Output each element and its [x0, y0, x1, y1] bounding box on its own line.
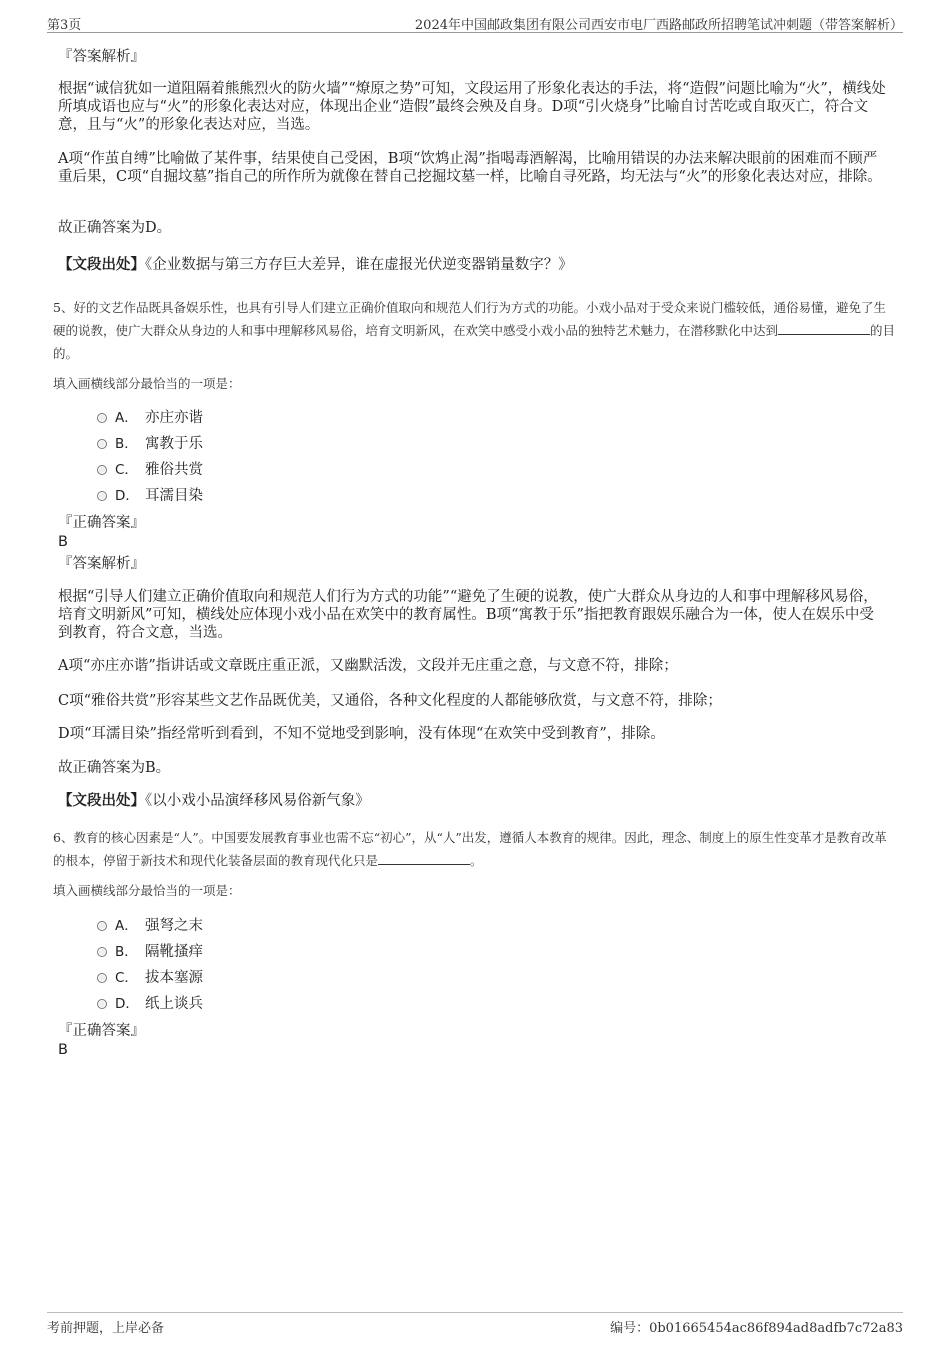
answer-blank: [778, 322, 870, 335]
q5-option-d[interactable]: D． 耳濡目染: [97, 487, 203, 505]
source-line: [58, 256, 888, 274]
page-header: [47, 12, 903, 33]
radio-icon[interactable]: [97, 439, 107, 449]
radio-icon[interactable]: [97, 999, 107, 1009]
q6-option-b[interactable]: B． 隔靴搔痒: [97, 943, 203, 961]
analysis-paragraph: A项“作茧自缚”比喻做了某件事，结果使自己受困，B项“饮鸩止渴”指喝毒酒解渴，比喻用错误的办法来解决眼前的困难而不顾严重后果，C项“自掘坟墓”指自己的所作所为就像在替自己挖掘坟墓一样，比喻自寻死路，均无法与“火”的形象化表达对应，排除。: [58, 151, 882, 185]
analysis-conclusion: 故正确答案为B。: [58, 760, 171, 776]
page-footer: [47, 1312, 903, 1337]
radio-icon[interactable]: [97, 465, 107, 475]
question-instruction: 填入画横线部分最恰当的一项是：: [53, 883, 241, 898]
analysis-paragraph: D项“耳濡目染”指经常听到看到，不知不觉地受到影响，没有体现“在欢笑中受到教育”，排除。: [58, 726, 665, 742]
q5-option-c[interactable]: C． 雅俗共赏: [97, 461, 203, 479]
page-number: 第3页: [47, 18, 82, 33]
correct-answer: B: [58, 1042, 68, 1058]
document-code: 编号：0b01665454ac86f894ad8adfb7c72a83: [610, 1321, 903, 1336]
analysis-conclusion: 故正确答案为D。: [58, 220, 172, 236]
radio-icon[interactable]: [97, 921, 107, 931]
source-title: 《企业数据与第三方存巨大差异，谁在虚报光伏逆变器销量数字？》: [145, 257, 573, 273]
radio-icon[interactable]: [97, 413, 107, 423]
analysis-label: 『答案解析』: [58, 556, 145, 572]
correct-answer-label: 『正确答案』: [58, 1023, 145, 1039]
correct-answer: B: [58, 534, 68, 550]
q6-option-c[interactable]: C． 拔本塞源: [97, 969, 203, 987]
q5-option-a[interactable]: A． 亦庄亦谐: [97, 409, 203, 427]
document-title: 2024年中国邮政集团有限公司西安市电厂西路邮政所招聘笔试冲刺题（带答案解析）: [414, 18, 903, 33]
analysis-paragraph: C项“雅俗共赏”形容某些文艺作品既优美，又通俗，各种文化程度的人都能够欣赏，与文意不符，排除；: [58, 693, 722, 709]
footer-slogan: 考前押题，上岸必备: [47, 1321, 165, 1336]
question-instruction: 填入画横线部分最恰当的一项是：: [53, 376, 241, 391]
analysis-paragraph: 根据“诚信犹如一道阻隔着熊熊烈火的防火墙”“燎原之势”可知，文段运用了形象化表达的手法，将“造假”问题比喻为“火”，横线处所填成语也应与“火”的形象化表达对应，体现出企业“造假”最终会殃及自身。D项“引火烧身”比喻自讨苦吃或自取灭亡，符合文意，且与“火”的形象化表达对应，当选。: [58, 81, 886, 133]
question-5-text: 5、好的文艺作品既具备娱乐性，也具有引导人们建立正确价值取向和规范人们行为方式的功能。小戏小品对于受众来说门槛较低，通俗易懂，避免了生硬的说教，使广大群众从身边的人和事中理解移风易俗，培育文明新风，在欢笑中感受小戏小品的独特艺术魅力，在潜移默化中达到 的目的。: [53, 300, 896, 361]
source-line: [58, 792, 888, 810]
analysis-label: 『答案解析』: [58, 49, 145, 65]
radio-icon[interactable]: [97, 491, 107, 501]
analysis-paragraph: 根据“引导人们建立正确价值取向和规范人们行为方式的功能”“避免了生硬的说教，使广大群众从身边的人和事中理解移风易俗，培育文明新风”可知，横线处应体现小戏小品在欢笑中的教育属性。B项“寓教于乐”指把教育跟娱乐融合为一体，使人在娱乐中受到教育，符合文意，当选。: [58, 589, 878, 641]
answer-blank: [378, 852, 470, 865]
radio-icon[interactable]: [97, 973, 107, 983]
q6-option-d[interactable]: D． 纸上谈兵: [97, 995, 203, 1013]
analysis-paragraph: A项“亦庄亦谐”指讲话或文章既庄重正派，又幽默活泼，文段并无庄重之意，与文意不符，排除；: [58, 658, 678, 674]
correct-answer-label: 『正确答案』: [58, 515, 145, 531]
question-6-text: 6、教育的核心因素是“人”。中国要发展教育事业也需不忘“初心”，从“人”出发，遵循人本教育的规律。因此，理念、制度上的原生性变革才是教育改革的根本，停留于新技术和现代化装备层面的教育现代化只是 。: [53, 830, 887, 868]
source-title: 《以小戏小品演绎移风易俗新气象》: [145, 793, 370, 809]
q6-option-a[interactable]: A． 强弩之末: [97, 917, 203, 935]
radio-icon[interactable]: [97, 947, 107, 957]
source-label: 【文段出处】: [58, 792, 145, 809]
q5-option-b[interactable]: B． 寓教于乐: [97, 435, 203, 453]
source-label: 【文段出处】: [58, 256, 145, 273]
